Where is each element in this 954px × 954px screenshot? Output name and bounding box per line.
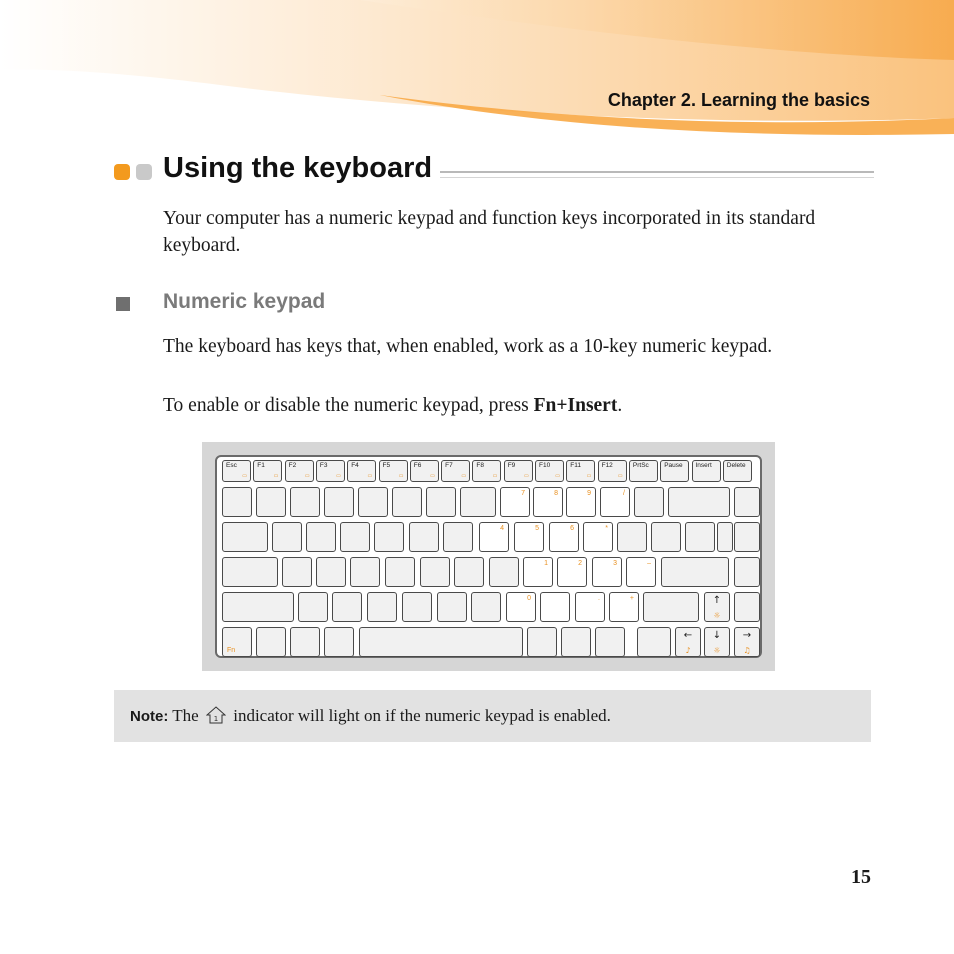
key — [324, 487, 354, 517]
heading-rule — [440, 171, 874, 178]
key — [350, 557, 380, 587]
fn-key — [222, 627, 252, 657]
numpad-label: * — [605, 525, 608, 532]
left-arrow-icon: ← — [683, 630, 693, 641]
numpad-key — [600, 487, 630, 517]
fn-feature-icon: ▭ — [617, 473, 623, 479]
fn-feature-icon: ▭ — [242, 473, 247, 479]
menu-key — [561, 627, 591, 657]
enable-text-end: . — [617, 395, 623, 416]
fn-feature-icon: ▭ — [461, 473, 467, 479]
key-f1 — [253, 460, 282, 482]
key-label: Esc — [226, 462, 237, 469]
key-f9 — [504, 460, 533, 482]
intro-paragraph: Your computer has a numeric keypad and function keys incorporated in its standard keyboard. — [163, 208, 816, 256]
key — [471, 592, 501, 622]
key-f2 — [285, 460, 314, 482]
key — [290, 487, 320, 517]
numpad-key — [514, 522, 544, 552]
subsection-title: Numeric keypad — [163, 290, 326, 313]
key — [437, 592, 467, 622]
key — [272, 522, 302, 552]
numpad-key — [523, 557, 553, 587]
numpad-label: / — [623, 490, 625, 497]
volume-up-icon: ♫ — [743, 646, 751, 655]
key-label: Insert — [695, 462, 712, 469]
numpad-key — [583, 522, 613, 552]
key-label: F4 — [351, 462, 359, 469]
numpad-key — [533, 487, 563, 517]
ctrl-key-right — [637, 627, 671, 657]
enter-key — [661, 557, 729, 587]
key-label: F5 — [382, 462, 391, 469]
fn-feature-icon: ▭ — [273, 473, 279, 479]
key — [651, 522, 681, 552]
numpad-label: 6 — [570, 525, 574, 532]
down-arrow-icon: ↓ — [712, 630, 722, 641]
key — [298, 592, 328, 622]
key-label: F1 — [257, 462, 265, 469]
numpad-label: 3 — [613, 560, 617, 567]
right-arrow-icon: → — [742, 630, 752, 641]
brightness-down-icon: ☼ — [713, 646, 721, 655]
page-number: 15 — [851, 866, 871, 888]
key — [734, 522, 760, 552]
key-f6 — [410, 460, 439, 482]
note-box — [114, 690, 871, 742]
numpad-key — [609, 592, 639, 622]
key — [540, 592, 570, 622]
ctrl-key — [256, 627, 286, 657]
key — [306, 522, 336, 552]
key-f10 — [535, 460, 564, 482]
section-heading — [114, 152, 874, 192]
fn-feature-icon: ▭ — [304, 473, 310, 479]
key — [460, 487, 496, 517]
space-bar — [359, 627, 523, 657]
key-f5 — [379, 460, 408, 482]
numpad-key — [592, 557, 622, 587]
key-label: F3 — [319, 462, 328, 469]
key — [282, 557, 312, 587]
key-f11 — [566, 460, 595, 482]
key-f12 — [598, 460, 627, 482]
header-band — [0, 0, 954, 140]
key-label: Delete — [726, 462, 746, 469]
key-label: Pause — [664, 462, 683, 469]
key — [668, 487, 730, 517]
numpad-key — [500, 487, 530, 517]
key — [717, 522, 733, 552]
numpad-label: 9 — [587, 490, 591, 497]
key — [340, 522, 370, 552]
keyboard-illustration — [202, 442, 775, 671]
numpad-key — [479, 522, 509, 552]
section-title: Using the keyboard — [163, 152, 433, 184]
alt-key — [324, 627, 354, 657]
fn-feature-icon: ▭ — [586, 473, 592, 479]
numpad-label: 4 — [500, 525, 504, 532]
key — [454, 557, 484, 587]
key — [332, 592, 362, 622]
key-label: F12 — [601, 462, 613, 469]
numpad-label: . — [598, 595, 600, 602]
right-arrow-key — [734, 627, 760, 657]
key — [617, 522, 647, 552]
key — [392, 487, 422, 517]
key-label: F11 — [570, 462, 582, 469]
numpad-label: 5 — [535, 525, 539, 532]
key-label: F8 — [476, 462, 484, 469]
key-insert — [692, 460, 721, 482]
numpad-key — [549, 522, 579, 552]
key-label: PrtSc — [632, 462, 649, 469]
fn-feature-icon: ▭ — [398, 473, 404, 479]
down-arrow-key — [704, 627, 730, 657]
key — [489, 557, 519, 587]
numpad-key — [557, 557, 587, 587]
key — [595, 627, 625, 657]
key-esc — [222, 460, 251, 482]
left-shift-key — [222, 592, 294, 622]
key-f7 — [441, 460, 470, 482]
key-f3 — [316, 460, 345, 482]
keyboard-body — [215, 455, 762, 658]
key-pause — [660, 460, 689, 482]
note-text-after: indicator will light on if the numeric keypad is enabled. — [233, 706, 611, 725]
svg-text:1: 1 — [213, 715, 219, 723]
heading-bullet-orange — [114, 164, 130, 180]
alt-gr-key — [527, 627, 557, 657]
key — [358, 487, 388, 517]
heading-bullet-gray — [136, 164, 152, 180]
subheading-bullet — [116, 297, 130, 311]
numpad-label: 1 — [544, 560, 548, 567]
fn-feature-icon: ▭ — [430, 473, 435, 479]
numpad-label: – — [647, 560, 651, 567]
key-label: F7 — [445, 462, 453, 469]
numpad-label: + — [629, 595, 634, 602]
key — [734, 557, 760, 587]
key — [374, 522, 404, 552]
numpad-key — [575, 592, 605, 622]
key-combination: Fn+Insert — [533, 395, 618, 416]
fn-key-label: Fn — [227, 647, 236, 654]
numpad-label: 0 — [527, 595, 531, 602]
caps-lock-key — [222, 557, 278, 587]
key-label: F2 — [288, 462, 297, 469]
numpad-label: 7 — [521, 490, 525, 497]
right-shift-key — [643, 592, 699, 622]
key — [734, 487, 760, 517]
key — [222, 487, 252, 517]
windows-key — [290, 627, 320, 657]
key — [367, 592, 397, 622]
key — [256, 487, 286, 517]
numlock-indicator-icon — [206, 706, 226, 724]
key-f4 — [347, 460, 376, 482]
fn-feature-icon: ▭ — [523, 473, 529, 479]
note-label: Note: — [130, 708, 169, 725]
left-arrow-key — [675, 627, 701, 657]
numpad-key — [506, 592, 536, 622]
fn-feature-icon: ▭ — [555, 473, 560, 479]
key-f8 — [472, 460, 501, 482]
note-text-before: The — [172, 706, 199, 725]
fn-feature-icon: ▭ — [492, 473, 498, 479]
key — [402, 592, 432, 622]
fn-feature-icon: ▭ — [336, 473, 341, 479]
tab-key — [222, 522, 268, 552]
up-arrow-key — [704, 592, 730, 622]
key — [316, 557, 346, 587]
up-arrow-icon: ↑ — [712, 595, 722, 606]
brightness-up-icon: ☼ — [713, 611, 721, 620]
key — [443, 522, 473, 552]
fn-feature-icon: ▭ — [367, 473, 373, 479]
key-prtsc — [629, 460, 658, 482]
enable-keypad-paragraph — [163, 392, 873, 419]
key-label: F10 — [539, 462, 551, 469]
note-text — [130, 706, 611, 726]
numpad-key — [566, 487, 596, 517]
numpad-label: 2 — [578, 560, 582, 567]
key — [734, 592, 760, 622]
key-delete — [723, 460, 752, 482]
key — [634, 487, 664, 517]
key — [685, 522, 715, 552]
key — [409, 522, 439, 552]
key-label: F9 — [507, 462, 516, 469]
enable-text: To enable or disable the numeric keypad, press — [163, 395, 534, 416]
chapter-title: Chapter 2. Learning the basics — [607, 90, 870, 110]
key-label: F6 — [413, 462, 422, 469]
numpad-key — [626, 557, 656, 587]
key — [420, 557, 450, 587]
key — [426, 487, 456, 517]
key — [385, 557, 415, 587]
numeric-keypad-paragraph: The keyboard has keys that, when enabled, work as a 10-key numeric keypad. — [163, 336, 773, 357]
numpad-label: 8 — [554, 490, 558, 497]
volume-down-icon: ♪ — [685, 646, 691, 655]
